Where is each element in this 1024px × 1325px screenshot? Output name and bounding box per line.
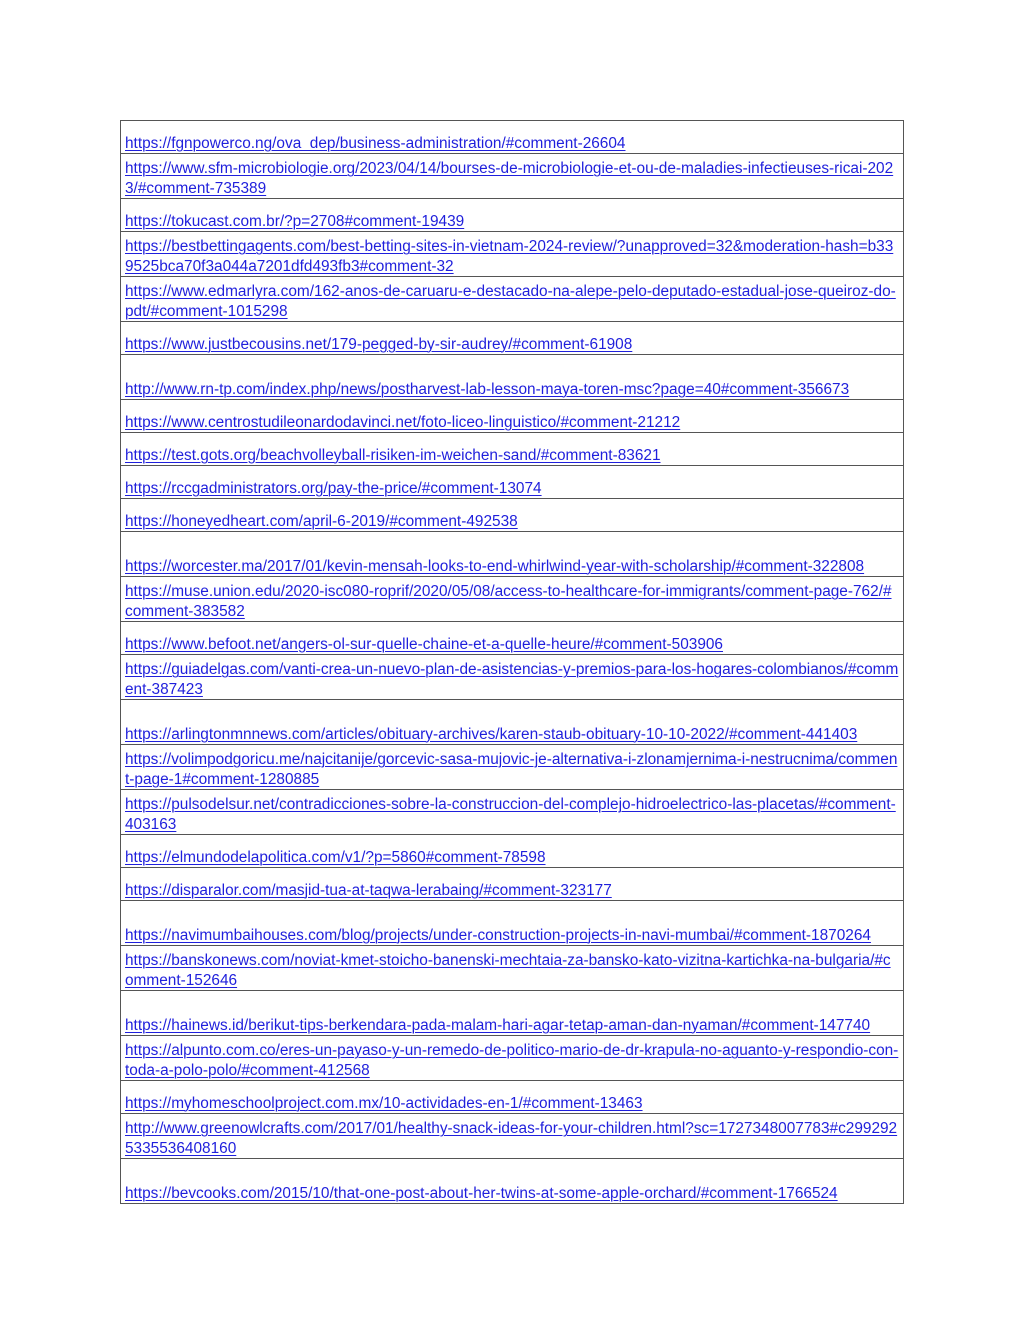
table-cell: [121, 901, 904, 946]
table-cell: [121, 655, 904, 700]
table-cell: [121, 532, 904, 577]
table-row: [121, 199, 904, 232]
comment-link[interactable]: https://guiadelgas.com/vanti-crea-un-nuevo-plan-de-asistencias-y-premios-para-los-hogares-colombianos/#comment-387423: [125, 661, 899, 698]
comment-link[interactable]: https://www.justbecousins.net/179-pegged-by-sir-audrey/#comment-61908: [125, 335, 633, 353]
comment-link[interactable]: https://navimumbaihouses.com/blog/projects/under-construction-projects-in-navi-mumbai/#comment-1870264: [125, 926, 871, 944]
table-row: [121, 868, 904, 901]
table-row: [121, 946, 904, 991]
table-row: [121, 232, 904, 277]
table-cell: [121, 322, 904, 355]
table-cell: [121, 1114, 904, 1159]
table-row: [121, 355, 904, 400]
comment-link[interactable]: https://muse.union.edu/2020-isc080-roprif/2020/05/08/access-to-healthcare-for-immigrants/comment-page-762/#comment-383582: [125, 583, 892, 620]
table-cell: [121, 991, 904, 1036]
table-row: [121, 655, 904, 700]
table-row: [121, 532, 904, 577]
comment-link[interactable]: https://www.befoot.net/angers-ol-sur-quelle-chaine-et-a-quelle-heure/#comment-503906: [125, 635, 723, 653]
table-cell: [121, 1036, 904, 1081]
table-cell: [121, 700, 904, 745]
table-row: [121, 121, 904, 154]
table-cell: [121, 946, 904, 991]
table-row: [121, 745, 904, 790]
table-cell: [121, 835, 904, 868]
table-cell: [121, 199, 904, 232]
comment-link[interactable]: http://www.greenowlcrafts.com/2017/01/healthy-snack-ideas-for-your-children.html?sc=1727348007783#c2992925335536408160: [125, 1120, 898, 1157]
table-row: [121, 622, 904, 655]
comment-link[interactable]: https://test.gots.org/beachvolleyball-risiken-im-weichen-sand/#comment-83621: [125, 446, 661, 464]
table-row: [121, 1036, 904, 1081]
comment-link[interactable]: https://disparalor.com/masjid-tua-at-taqwa-lerabaing/#comment-323177: [125, 881, 612, 899]
comment-link[interactable]: https://fgnpowerco.ng/ova_dep/business-administration/#comment-26604: [125, 134, 626, 152]
table-cell: [121, 232, 904, 277]
table-row: [121, 277, 904, 322]
table-cell: [121, 466, 904, 499]
comment-link[interactable]: https://banskonews.com/noviat-kmet-stoicho-banenski-mechtaia-za-bansko-kato-vizitna-kartichka-na-bulgaria/#comment-152646: [125, 952, 891, 989]
comment-link[interactable]: https://hainews.id/berikut-tips-berkendara-pada-malam-hari-agar-tetap-aman-dan-nyaman/#comment-147740: [125, 1016, 871, 1034]
table-row: [121, 400, 904, 433]
comment-link[interactable]: https://honeyedheart.com/april-6-2019/#comment-492538: [125, 512, 518, 530]
table-row: [121, 577, 904, 622]
table-cell: [121, 121, 904, 154]
table-row: [121, 322, 904, 355]
table-row: [121, 466, 904, 499]
comment-link[interactable]: https://arlingtonmnnews.com/articles/obituary-archives/karen-staub-obituary-10-10-2022/#comment-441403: [125, 725, 858, 743]
table-cell: [121, 745, 904, 790]
table-row: [121, 835, 904, 868]
table-cell: [121, 277, 904, 322]
table-cell: [121, 154, 904, 199]
table-cell: [121, 868, 904, 901]
comment-link[interactable]: https://myhomeschoolproject.com.mx/10-actividades-en-1/#comment-13463: [125, 1094, 643, 1112]
table-cell: [121, 499, 904, 532]
comment-link[interactable]: https://alpunto.com.co/eres-un-payaso-y-un-remedo-de-politico-mario-de-dr-krapula-no-aguanto-y-respondio-con-toda-a-polo-polo/#comment-412568: [125, 1042, 899, 1079]
table-cell: [121, 1159, 904, 1204]
table-row: [121, 1159, 904, 1204]
comment-link[interactable]: https://www.edmarlyra.com/162-anos-de-caruaru-e-destacado-na-alepe-pelo-deputado-estadual-jose-queiroz-do-pdt/#comment-1015298: [125, 283, 896, 320]
table-cell: [121, 1081, 904, 1114]
comment-link[interactable]: https://volimpodgoricu.me/najcitanije/gorcevic-sasa-mujovic-je-alternativa-i-zlonamjernima-i-nestrucnima/comment-page-1#comment-1280885: [125, 751, 898, 788]
comment-link[interactable]: https://elmundodelapolitica.com/v1/?p=5860#comment-78598: [125, 848, 546, 866]
table-cell: [121, 433, 904, 466]
comment-link[interactable]: https://tokucast.com.br/?p=2708#comment-19439: [125, 212, 465, 230]
comment-link[interactable]: https://bestbettingagents.com/best-betting-sites-in-vietnam-2024-review/?unapproved=32&moderation-hash=b339525bca70f3a044a7201dfd493fb3#comment-32: [125, 238, 894, 275]
table-row: [121, 154, 904, 199]
comment-link[interactable]: http://www.rn-tp.com/index.php/news/postharvest-lab-lesson-maya-toren-msc?page=40#comment-356673: [125, 380, 850, 398]
table-row: [121, 433, 904, 466]
comment-link[interactable]: https://rccgadministrators.org/pay-the-price/#comment-13074: [125, 479, 542, 497]
comment-link[interactable]: https://worcester.ma/2017/01/kevin-mensah-looks-to-end-whirlwind-year-with-scholarship/#comment-322808: [125, 557, 865, 575]
table-row: [121, 499, 904, 532]
table-cell: [121, 400, 904, 433]
links-table: [120, 120, 904, 1204]
table-row: [121, 1114, 904, 1159]
table-cell: [121, 577, 904, 622]
comment-link[interactable]: https://pulsodelsur.net/contradicciones-sobre-la-construccion-del-complejo-hidroelectrico-las-placetas/#comment-403163: [125, 796, 896, 833]
table-cell: [121, 790, 904, 835]
table-row: [121, 901, 904, 946]
comment-link[interactable]: https://www.centrostudileonardodavinci.net/foto-liceo-linguistico/#comment-21212: [125, 413, 681, 431]
table-cell: [121, 622, 904, 655]
table-row: [121, 790, 904, 835]
comment-link[interactable]: https://www.sfm-microbiologie.org/2023/04/14/bourses-de-microbiologie-et-ou-de-maladies-infectieuses-ricai-2023/#comment-735389: [125, 160, 894, 197]
table-row: [121, 700, 904, 745]
table-row: [121, 1081, 904, 1114]
table-row: [121, 991, 904, 1036]
table-cell: [121, 355, 904, 400]
comment-link[interactable]: https://bevcooks.com/2015/10/that-one-post-about-her-twins-at-some-apple-orchard/#comment-1766524: [125, 1184, 838, 1202]
